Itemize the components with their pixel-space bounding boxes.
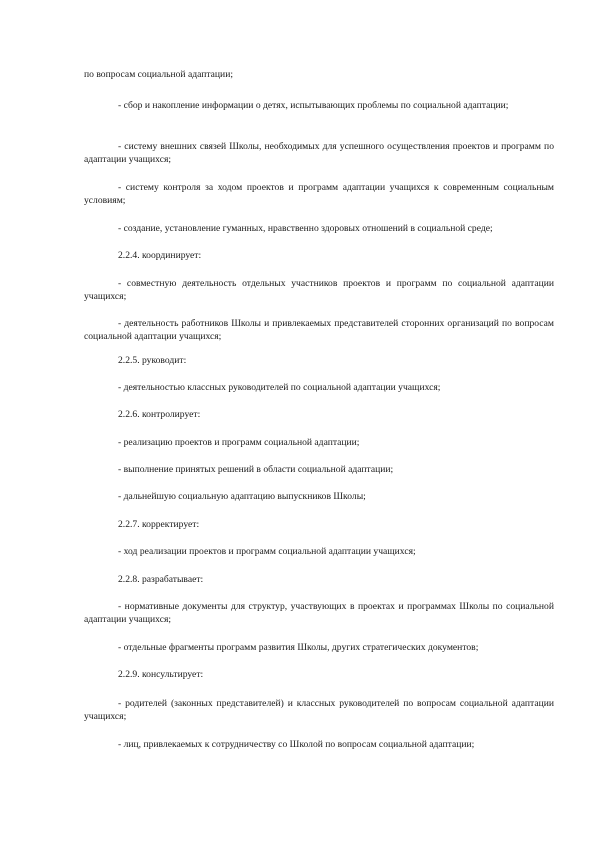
- paragraph-item: - родителей (законных представителей) и классных руководителей по вопросам социальной адаптации учащихся;: [84, 698, 554, 722]
- paragraph-item: - нормативные документы для структур, участвующих в проектах и программах Школы по социальной адаптации учащихся;: [84, 601, 554, 625]
- paragraph-item: - деятельностью классных руководителей по социальной адаптации учащихся;: [118, 382, 441, 393]
- paragraph-item: - ход реализации проектов и программ социальной адаптации учащихся;: [118, 546, 416, 557]
- section-heading: 2.2.9. консультирует:: [118, 669, 204, 680]
- paragraph-item: - сбор и накопление информации о детях, испытывающих проблемы по социальной адаптации;: [118, 100, 509, 111]
- paragraph-item: - совместную деятельность отдельных участников проектов и программ по социальной адаптации учащихся;: [84, 278, 554, 302]
- paragraph-continuation: по вопросам социальной адаптации;: [84, 69, 233, 80]
- section-heading: 2.2.6. контролирует:: [118, 409, 201, 420]
- paragraph-item: - создание, установление гуманных, нравственно здоровых отношений в социальной среде;: [118, 223, 493, 234]
- paragraph-item: - реализацию проектов и программ социальной адаптации;: [118, 437, 360, 448]
- paragraph-item: - выполнение принятых решений в области социальной адаптации;: [118, 464, 394, 475]
- paragraph-item: - дальнейшую социальную адаптацию выпускников Школы;: [118, 491, 366, 502]
- paragraph-item: - систему внешних связей Школы, необходимых для успешного осуществления проектов и программ по адаптации учащихся;: [84, 141, 554, 165]
- paragraph-item: - деятельность работников Школы и привлекаемых представителей сторонних организаций по вопросам социальной адаптации учащихся;: [84, 318, 554, 342]
- section-heading: 2.2.8. разрабатывает:: [118, 574, 204, 585]
- paragraph-item: - систему контроля за ходом проектов и программ адаптации учащихся к современным социальным условиям;: [84, 182, 554, 206]
- paragraph-item: - лиц, привлекаемых к сотрудничеству со Школой по вопросам социальной адаптации;: [118, 739, 475, 750]
- section-heading: 2.2.7. корректирует:: [118, 519, 200, 530]
- paragraph-item: - отдельные фрагменты программ развития Школы, других стратегических документов;: [118, 642, 479, 653]
- section-heading: 2.2.4. координирует:: [118, 250, 202, 261]
- section-heading: 2.2.5. руководит:: [118, 355, 187, 366]
